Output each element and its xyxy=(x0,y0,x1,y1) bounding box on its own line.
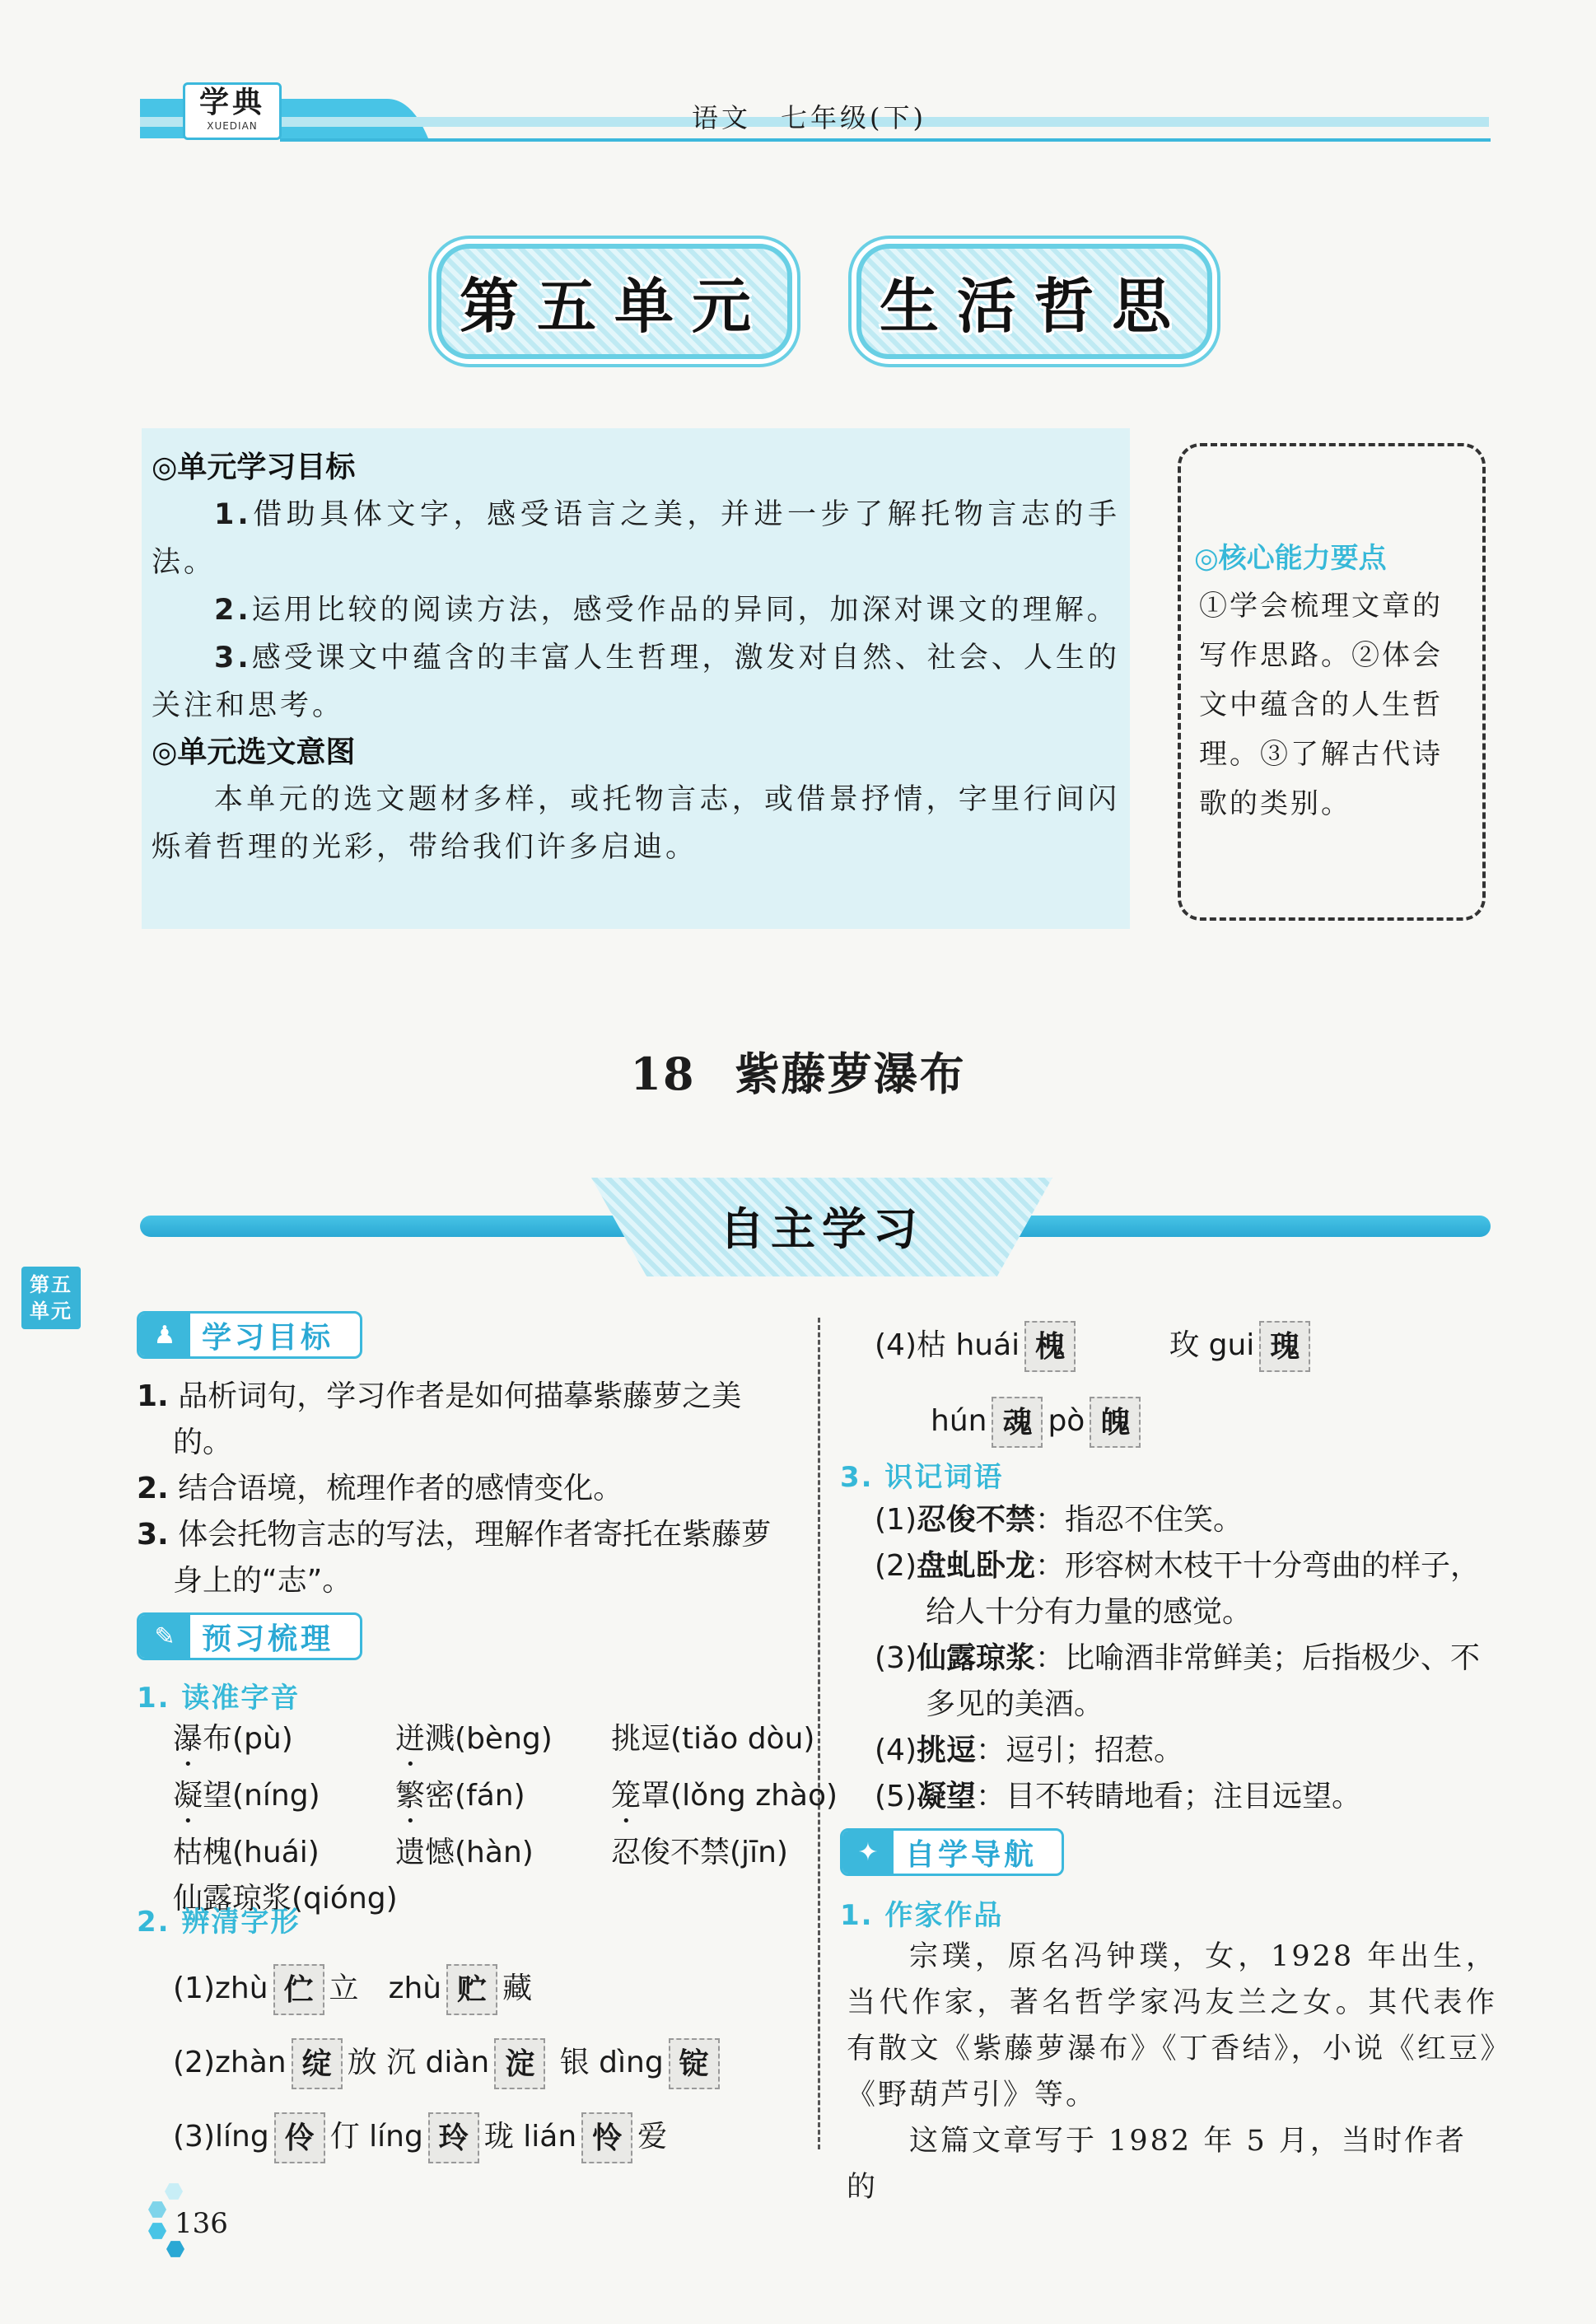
brand-logo xyxy=(183,82,282,140)
vocabulary-list xyxy=(875,1497,1507,1820)
shape-exercise xyxy=(173,1952,815,2174)
unit-goal-item: 2.运用比较的阅读方法，感受作品的异同，加深对课文的理解。 xyxy=(214,594,1119,627)
char-box: 伫 xyxy=(273,1964,324,2015)
unit-theme: 生活哲思 xyxy=(879,272,1189,341)
unit-number: 第五单元 xyxy=(459,272,769,341)
author-text: 宗璞，原名冯钟璞，女，1928 年出生，当代作家，著名哲学家冯友兰之女。其代表作有散文《紫藤萝瀑布》《丁香结》，小说《红豆》《野葫芦引》等。 xyxy=(847,1940,1497,2112)
unit-goals-box xyxy=(142,428,1130,929)
brand-latin: XUEDIAN xyxy=(207,120,258,132)
core-points-box xyxy=(1178,443,1486,921)
table-row: 瀑布(pù) 迸溅(bèng) 挑逗(tiǎo dòu) xyxy=(173,1722,815,1756)
header-rule xyxy=(280,138,1491,142)
list-item: (1)忍俊不禁：指忍不住笑。 xyxy=(875,1503,1244,1537)
char-box: 淀 xyxy=(494,2038,545,2089)
list-item: hún 魂 pò 魄 xyxy=(875,1384,1500,1459)
unit-goal-item: 3.感受课文中蕴含的丰富人生哲理，激发对自然、社会、人生的关注和思考。 xyxy=(152,642,1120,722)
vocabulary-heading: 3. 识记词语 xyxy=(840,1461,1004,1494)
list-item: (4)挑逗：逗引；招惹。 xyxy=(875,1734,1184,1767)
preview-tag: ✎ 预习梳理 xyxy=(137,1612,362,1660)
list-item: (3)líng 伶 仃 líng 玲 珑 lián 怜 爱 xyxy=(173,2100,815,2174)
pencil-icon: ✎ xyxy=(139,1615,190,1658)
subject-label: 语文 七年级(下) xyxy=(692,102,926,133)
list-item: (2)盘虬卧龙：形容树木枝干十分弯曲的样子，给人十分有力量的感觉。 xyxy=(875,1549,1481,1629)
char-box: 魄 xyxy=(1090,1397,1141,1448)
brand-name: 学典 xyxy=(198,85,265,119)
learning-goals-list xyxy=(137,1374,796,1604)
list-item: (1)zhù 伫 立 zhù 贮 藏 xyxy=(173,1952,815,2026)
unit-intent-text: 本单元的选文题材多样，或托物言志，或借景抒情，字里行间闪烁着哲理的光彩，带给我们许多启迪。 xyxy=(152,783,1120,864)
char-box: 绽 xyxy=(292,2038,343,2089)
page-decor xyxy=(132,2182,181,2265)
unit-intent-heading: ◎单元选文意图 xyxy=(152,735,356,769)
lesson-number: 18 xyxy=(630,1048,696,1100)
telescope-icon: ✦ xyxy=(842,1831,894,1874)
unit-side-tab: 第五 单元 xyxy=(21,1267,81,1329)
char-box: 瑰 xyxy=(1259,1321,1310,1372)
list-item: 2. 结合语境，梳理作者的感情变化。 xyxy=(137,1472,623,1505)
self-study-nav-tag: ✦ 自学导航 xyxy=(840,1828,1064,1876)
unit-goal-item: 1.借助具体文字，感受语言之美，并进一步了解托物言志的手法。 xyxy=(152,498,1120,579)
learning-goals-tag: ♟ 学习目标 xyxy=(137,1311,362,1359)
char-box: 玲 xyxy=(428,2112,479,2163)
char-box: 槐 xyxy=(1024,1321,1076,1372)
shape-exercise-4 xyxy=(875,1308,1500,1459)
list-item: 3. 体会托物言志的写法，理解作者寄托在紫藤萝身上的“志”。 xyxy=(137,1518,772,1598)
lesson-name: 紫藤萝瀑布 xyxy=(735,1048,966,1100)
char-box: 贮 xyxy=(446,1964,497,2015)
table-row: 枯槐(huái) 遗憾(hàn) 忍俊不禁(jīn) xyxy=(173,1836,788,1869)
teacher-icon: ♟ xyxy=(139,1314,190,1356)
char-box: 伶 xyxy=(274,2112,325,2163)
distinguish-shape-heading: 2. 辨清字形 xyxy=(137,1906,301,1939)
unit-number-badge xyxy=(436,244,792,359)
table-row: 凝望(níng) 繁密(fán) 笼罩(lǒng zhào) xyxy=(173,1779,838,1813)
char-box: 怜 xyxy=(581,2112,632,2163)
unit-theme-badge xyxy=(856,244,1212,359)
char-box: 锭 xyxy=(669,2038,720,2089)
page-number: 136 xyxy=(175,2207,228,2240)
core-points-heading: ◎核心能力要点 xyxy=(1194,542,1387,575)
char-box: 魂 xyxy=(992,1397,1043,1448)
read-pronunciation-heading: 1. 读准字音 xyxy=(137,1682,301,1715)
list-item: (2)zhàn 绽 放 沉 diàn 淀 银 dìng 锭 xyxy=(173,2026,815,2100)
core-points-text: ①学会梳理文章的写作思路。②体会文中蕴含的人生哲理。③了解古代诗歌的类别。 xyxy=(1199,590,1443,820)
list-item: (3)仙露琼浆：比喻酒非常鲜美；后指极少、不多见的美酒。 xyxy=(875,1641,1481,1721)
author-text-continued: 这篇文章写于 1982 年 5 月，当时作者的 xyxy=(847,2125,1467,2204)
list-item: (5)凝望：目不转睛地看；注目远望。 xyxy=(875,1780,1362,1813)
table-row: 仙露琼浆(qióng) xyxy=(173,1882,398,1916)
list-item: 1. 品析词句，学习作者是如何描摹紫藤萝之美的。 xyxy=(137,1379,742,1459)
unit-goals-heading: ◎单元学习目标 xyxy=(152,450,356,484)
section-title: 自主学习 xyxy=(720,1203,924,1255)
list-item: (4)枯 huái 槐 玫 gui 瑰 xyxy=(875,1308,1500,1384)
pinyin-table xyxy=(173,1716,838,1922)
lesson-title xyxy=(0,1039,1596,1103)
author-works-heading: 1. 作家作品 xyxy=(840,1899,1004,1932)
